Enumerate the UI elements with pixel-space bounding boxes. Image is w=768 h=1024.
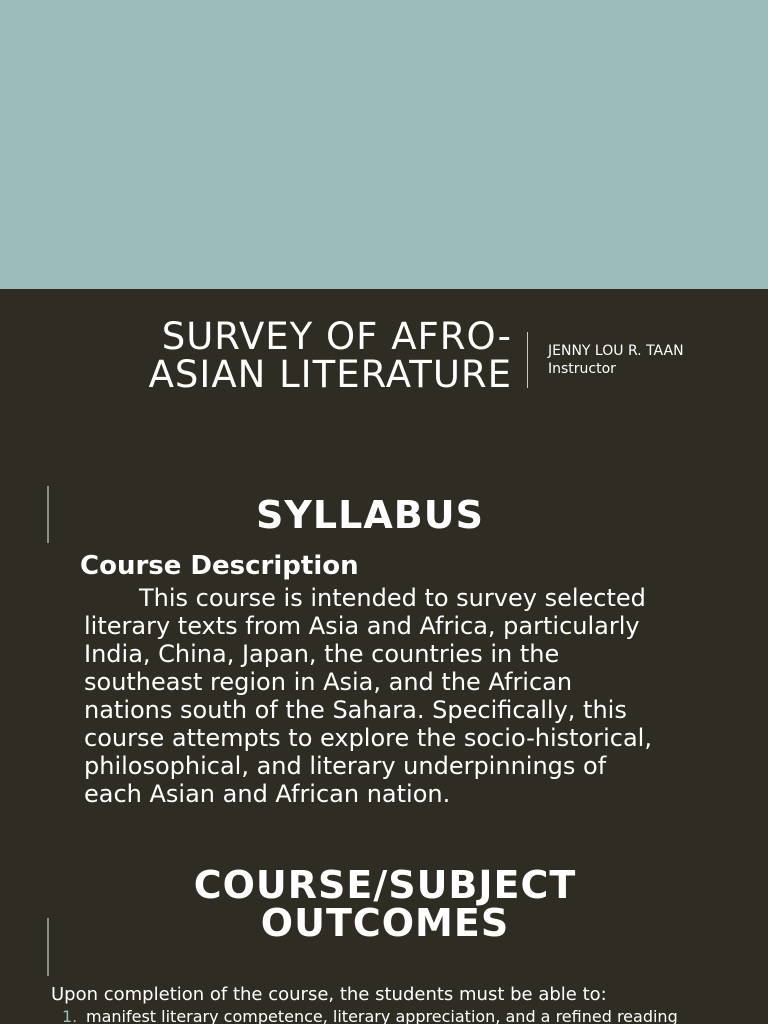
outcomes-intro: Upon completion of the course, the students must be able to:	[51, 984, 607, 1005]
outcome-number: 1.	[62, 1007, 78, 1024]
author-name: JENNY LOU R. TAAN	[548, 343, 684, 359]
outcomes-heading	[0, 863, 768, 945]
outcomes-list	[62, 1007, 678, 1024]
course-description-text	[84, 584, 734, 808]
description-line: This course is intended to survey selected	[139, 584, 646, 612]
author-block	[548, 342, 684, 378]
description-line: each Asian and African nation.	[84, 780, 451, 808]
description-line: India, China, Japan, the countries in the	[84, 640, 560, 668]
title-slide-header-band	[0, 0, 768, 289]
course-title-line: ASIAN LITERATURE	[148, 353, 512, 396]
description-line: nations south of the Sahara. Specifically, this	[84, 696, 627, 724]
syllabus-heading: SYLLABUS	[256, 493, 484, 537]
description-line: literary texts from Asia and Africa, particularly	[84, 612, 640, 640]
course-title-line: SURVEY OF AFRO-	[161, 315, 512, 358]
outcome-text: manifest literary competence, literary appreciation, and a refined reading	[86, 1007, 678, 1024]
title-divider	[527, 332, 528, 388]
outcomes-heading-line: COURSE/SUBJECT	[193, 863, 577, 907]
description-line: southeast region in Asia, and the African	[84, 668, 573, 696]
outcomes-heading-line: OUTCOMES	[260, 901, 510, 945]
description-line: philosophical, and literary underpinnings of	[84, 752, 607, 780]
course-title	[52, 315, 512, 396]
description-line: course attempts to explore the socio-historical,	[84, 724, 652, 752]
outcome-item	[62, 1007, 678, 1024]
author-role: Instructor	[548, 361, 616, 377]
course-description-heading: Course Description	[80, 551, 359, 581]
